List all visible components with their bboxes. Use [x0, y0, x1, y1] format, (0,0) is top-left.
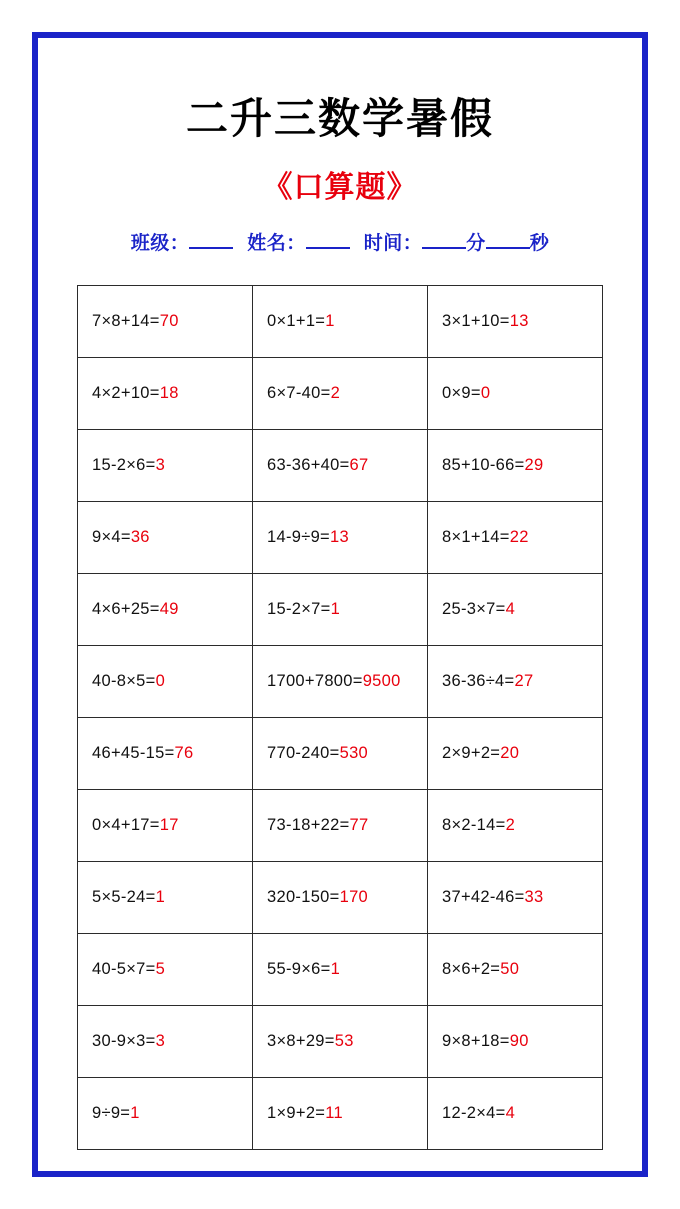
problem-expression: 40-8×5=: [92, 672, 156, 690]
problem-expression: 3×1+10=: [442, 312, 510, 330]
problem-expression: 0×1+1=: [267, 312, 326, 330]
problem-expression: 40-5×7=: [92, 960, 156, 978]
problem-answer: 13: [330, 528, 349, 546]
problem-cell[interactable]: [253, 1078, 428, 1150]
table-row: [78, 502, 603, 574]
problem-expression: 5×5-24=: [92, 888, 156, 906]
problem-expression: 4×6+25=: [92, 600, 160, 618]
problem-answer: 27: [514, 672, 534, 690]
problem-cell[interactable]: [428, 574, 603, 646]
problem-answer: 5: [155, 960, 166, 978]
time-label: 时间：: [363, 233, 423, 254]
problem-answer: 70: [159, 312, 179, 330]
problem-cell[interactable]: [253, 646, 428, 718]
problem-cell[interactable]: [428, 934, 603, 1006]
table-row: [78, 646, 603, 718]
page-content: [38, 38, 642, 1171]
minutes-blank[interactable]: [422, 247, 466, 249]
problem-cell[interactable]: [78, 430, 253, 502]
problem-answer: 170: [339, 888, 369, 906]
problem-expression: 8×1+14=: [442, 528, 510, 546]
problem-answer: 4: [505, 1104, 516, 1122]
name-blank[interactable]: [306, 247, 350, 249]
problem-cell[interactable]: [78, 790, 253, 862]
problem-cell[interactable]: [253, 790, 428, 862]
problem-answer: 33: [524, 888, 544, 906]
problem-expression: 320-150=: [267, 888, 340, 906]
problem-answer: 3: [155, 1032, 166, 1050]
problem-expression: 0×4+17=: [92, 816, 160, 834]
problem-answer: 2: [505, 816, 516, 834]
problem-cell[interactable]: [428, 646, 603, 718]
problem-answer: 76: [174, 744, 194, 762]
problem-expression: 0×9=: [442, 384, 481, 402]
table-row: [78, 934, 603, 1006]
problem-cell[interactable]: [428, 430, 603, 502]
problem-answer: 0: [480, 384, 491, 402]
problem-cell[interactable]: [78, 574, 253, 646]
problem-expression: 73-18+22=: [267, 816, 350, 834]
problem-expression: 1×9+2=: [267, 1104, 326, 1122]
problem-answer: 1: [325, 312, 335, 330]
table-row: [78, 286, 603, 358]
problem-answer: 53: [334, 1032, 354, 1050]
problem-answer: 49: [159, 600, 179, 618]
class-label: 班级：: [130, 233, 190, 254]
problem-answer: 36: [130, 528, 150, 546]
problem-expression: 770-240=: [267, 744, 340, 762]
problem-cell[interactable]: [428, 1078, 603, 1150]
table-row: [78, 574, 603, 646]
problem-cell[interactable]: [428, 1006, 603, 1078]
problem-cell[interactable]: [428, 718, 603, 790]
problem-expression: 55-9×6=: [267, 960, 331, 978]
problem-cell[interactable]: [78, 718, 253, 790]
problem-answer: 1: [330, 960, 341, 978]
problem-expression: 30-9×3=: [92, 1032, 156, 1050]
problem-cell[interactable]: [428, 286, 603, 358]
problem-answer: 11: [325, 1104, 343, 1122]
name-label: 姓名：: [247, 233, 306, 254]
problem-answer: 77: [349, 816, 369, 834]
problem-expression: 37+42-46=: [442, 888, 525, 906]
problem-answer: 18: [159, 384, 179, 402]
problem-cell[interactable]: [78, 646, 253, 718]
problems-body: [78, 286, 603, 1150]
problem-cell[interactable]: [253, 574, 428, 646]
problem-cell[interactable]: [428, 502, 603, 574]
class-blank[interactable]: [189, 247, 233, 249]
minute-unit: 分: [466, 233, 486, 254]
problem-expression: 2×9+2=: [442, 744, 501, 762]
problem-answer: 29: [524, 456, 544, 474]
page-border: [32, 32, 648, 1177]
page-title: 二升三数学暑假: [185, 95, 494, 142]
problem-answer: 3: [155, 456, 166, 474]
problem-cell[interactable]: [253, 934, 428, 1006]
problem-cell[interactable]: [253, 718, 428, 790]
problem-expression: 7×8+14=: [92, 312, 160, 330]
problem-answer: 4: [505, 600, 516, 618]
table-row: [78, 358, 603, 430]
table-row: [78, 790, 603, 862]
student-info-line: [64, 228, 616, 255]
problem-answer: 90: [509, 1032, 529, 1050]
problem-expression: 8×2-14=: [442, 816, 506, 834]
problem-cell[interactable]: [78, 358, 253, 430]
page-subtitle: 《口算题》: [262, 171, 418, 204]
table-row: [78, 1078, 603, 1150]
problem-expression: 9÷9=: [92, 1104, 131, 1122]
problem-cell[interactable]: [253, 862, 428, 934]
problems-table: [77, 285, 603, 1150]
problem-expression: 6×7-40=: [267, 384, 331, 402]
problem-answer: 1: [130, 1104, 140, 1122]
problem-expression: 8×6+2=: [442, 960, 501, 978]
problem-answer: 67: [349, 456, 369, 474]
table-row: [78, 1006, 603, 1078]
problem-cell[interactable]: [253, 358, 428, 430]
problem-answer: 13: [509, 312, 529, 330]
problem-expression: 9×8+18=: [442, 1032, 510, 1050]
problem-expression: 63-36+40=: [267, 456, 350, 474]
problem-answer: 2: [330, 384, 341, 402]
problem-answer: 1: [330, 600, 341, 618]
problem-answer: 50: [500, 960, 520, 978]
problem-cell[interactable]: [78, 1078, 253, 1150]
problem-expression: 3×8+29=: [267, 1032, 335, 1050]
problem-expression: 15-2×7=: [267, 600, 331, 618]
problem-expression: 25-3×7=: [442, 600, 506, 618]
problem-answer: 22: [509, 528, 529, 546]
problem-answer: 1: [155, 888, 166, 906]
problem-cell[interactable]: [253, 430, 428, 502]
problem-expression: 36-36÷4=: [442, 672, 515, 690]
problem-expression: 14-9÷9=: [267, 528, 330, 546]
problem-answer: 17: [159, 816, 179, 834]
problem-cell[interactable]: [253, 286, 428, 358]
problem-expression: 4×2+10=: [92, 384, 160, 402]
problem-cell[interactable]: [428, 862, 603, 934]
second-unit: 秒: [529, 233, 550, 254]
problem-expression: 85+10-66=: [442, 456, 525, 474]
table-row: [78, 430, 603, 502]
problem-expression: 15-2×6=: [92, 456, 156, 474]
problem-cell[interactable]: [428, 358, 603, 430]
problem-expression: 9×4=: [92, 528, 131, 546]
problem-cell[interactable]: [78, 502, 253, 574]
problem-expression: 12-2×4=: [442, 1104, 506, 1122]
problem-answer: 9500: [362, 672, 401, 690]
problem-answer: 20: [500, 744, 520, 762]
problem-cell[interactable]: [78, 862, 253, 934]
problem-cell[interactable]: [428, 790, 603, 862]
problem-cell[interactable]: [78, 1006, 253, 1078]
problem-cell[interactable]: [78, 934, 253, 1006]
problem-answer: 0: [155, 672, 166, 690]
problem-cell[interactable]: [78, 286, 253, 358]
seconds-blank[interactable]: [486, 247, 530, 249]
table-row: [78, 718, 603, 790]
problem-cell[interactable]: [253, 1006, 428, 1078]
problem-expression: 46+45-15=: [92, 744, 175, 762]
table-row: [78, 862, 603, 934]
problem-cell[interactable]: [253, 502, 428, 574]
problem-answer: 530: [339, 744, 369, 762]
problem-expression: 1700+7800=: [267, 672, 363, 690]
